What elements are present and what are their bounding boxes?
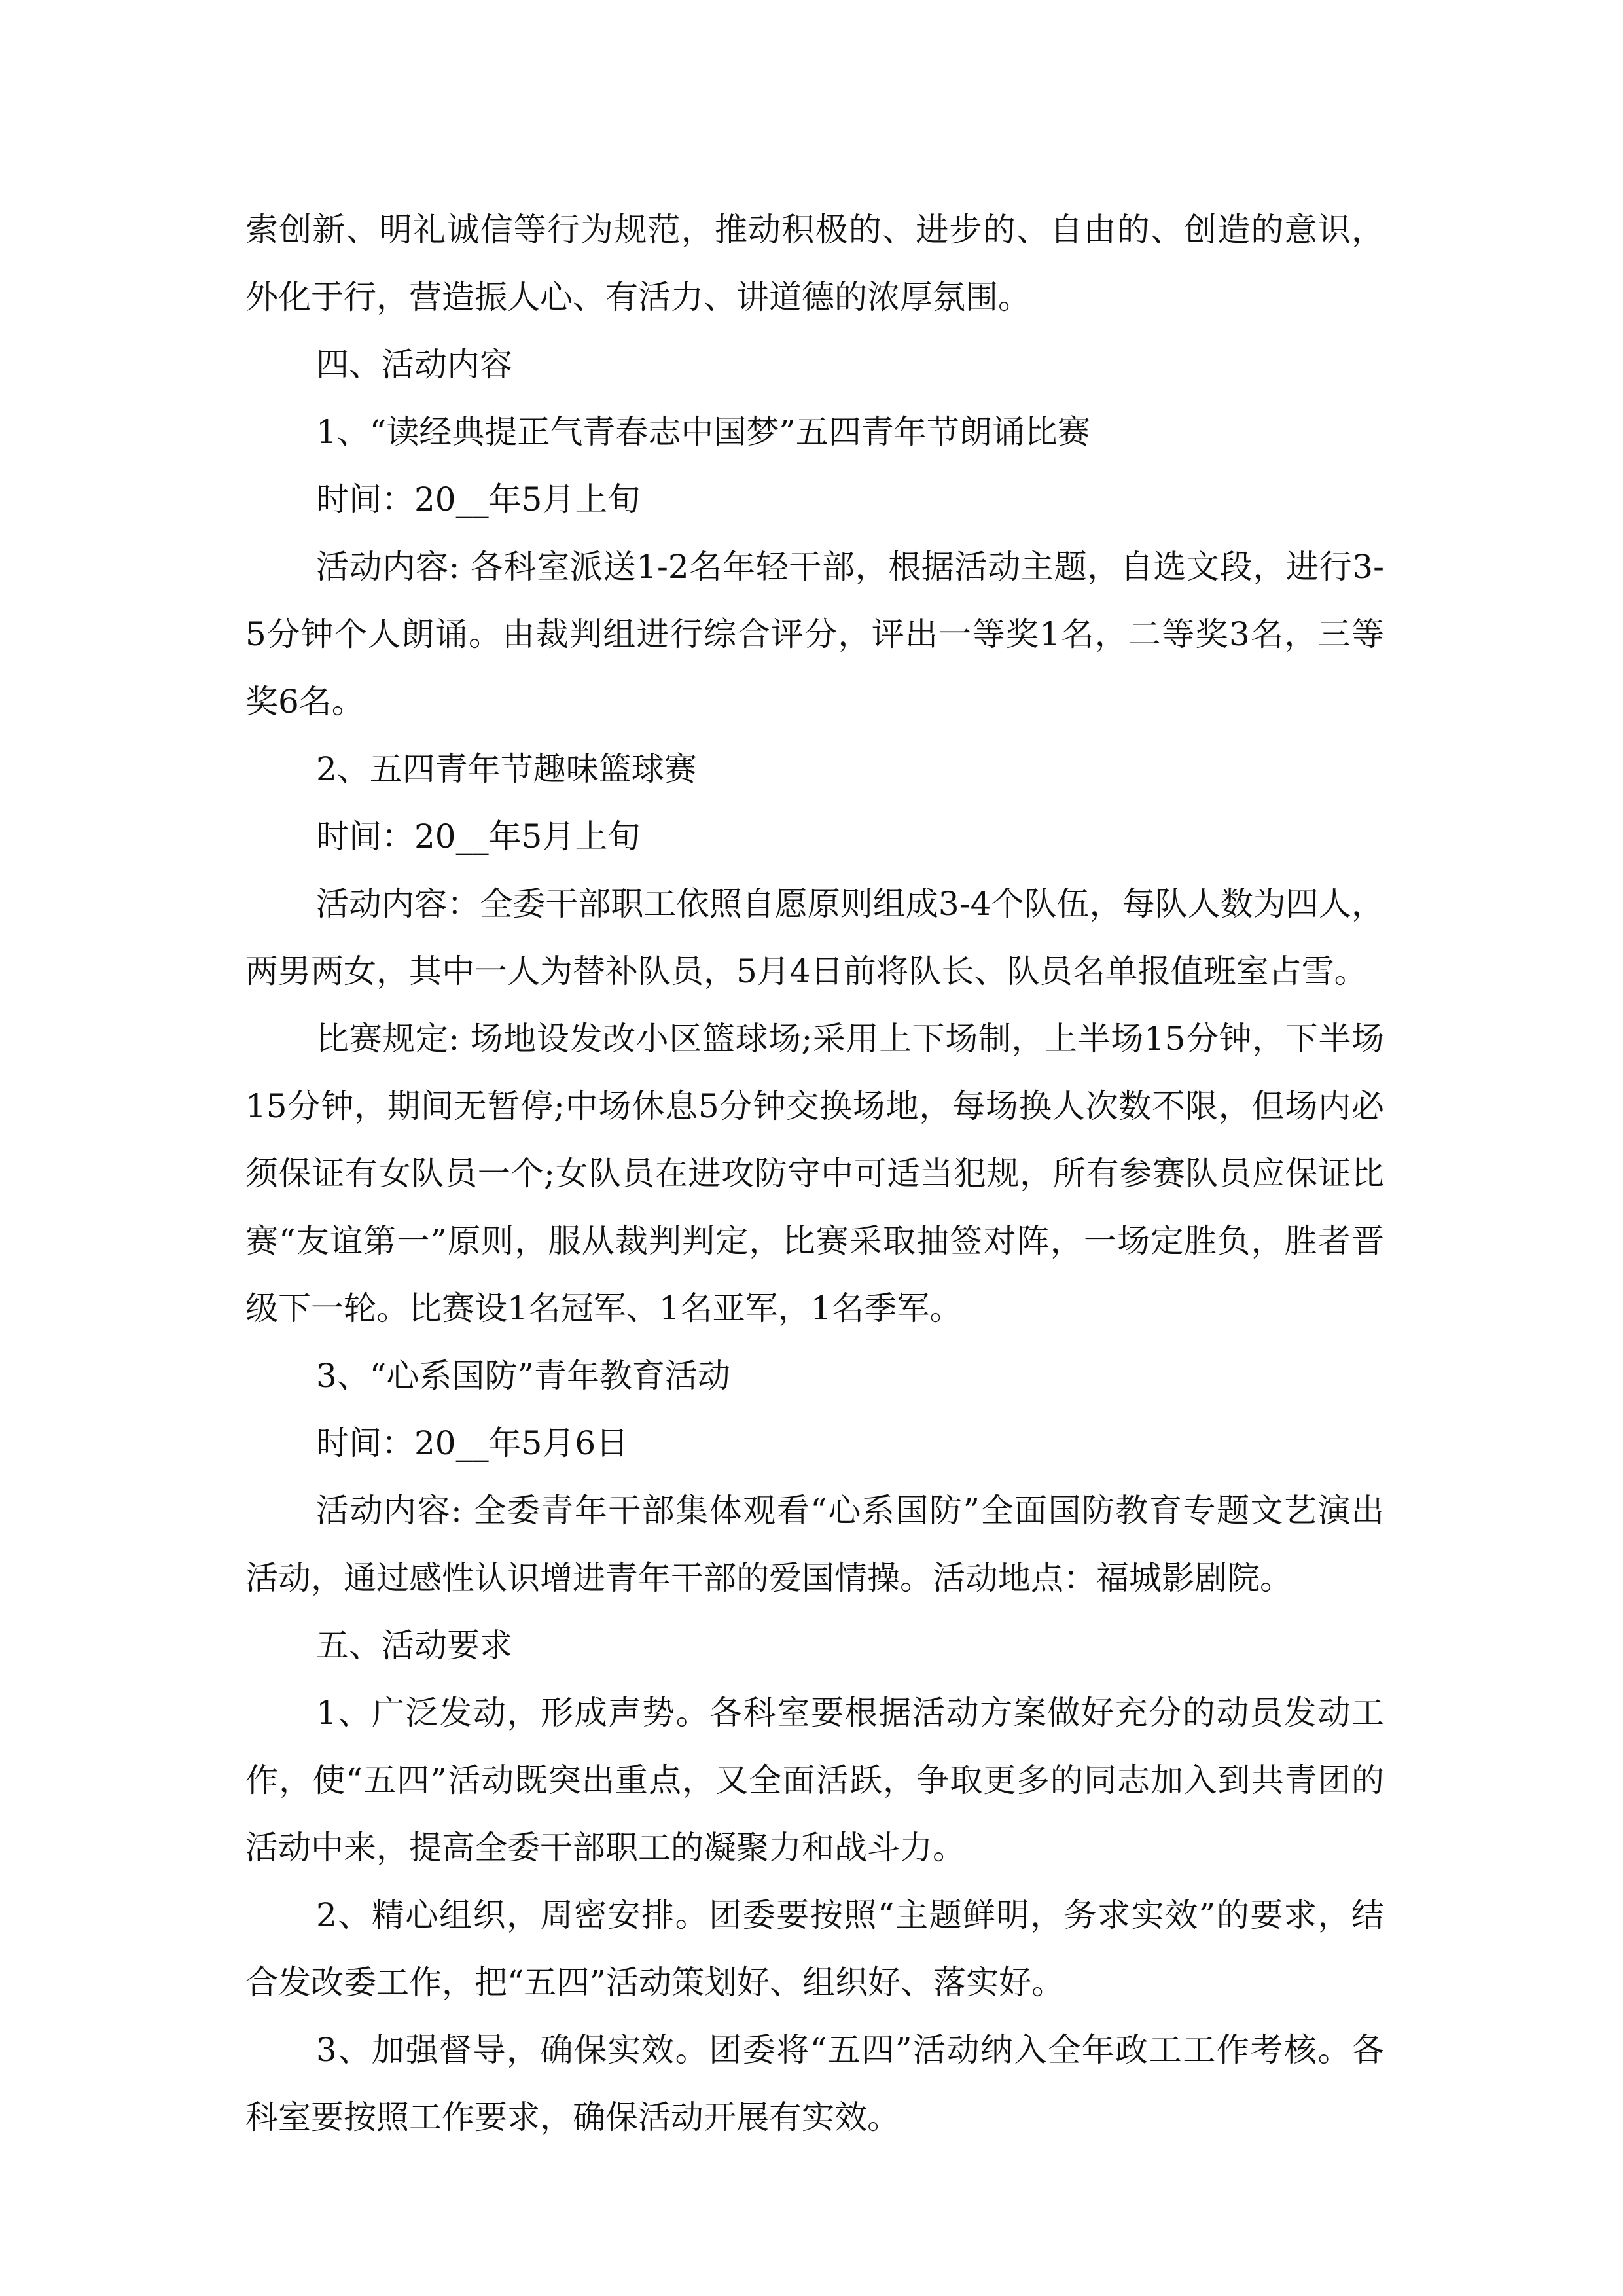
recitation-time: 时间：20__年5月上旬 xyxy=(316,480,641,518)
item-heading-basketball-game: 2、五四青年节趣味篮球赛 xyxy=(316,750,697,788)
recitation-details: 活动内容: 各科室派送1-2名年轻干部，根据活动主题，自选文段，进行3-5分钟个人朗诵。由裁判组进行综合评分，评出一等奖1名，二等奖3名，三等奖6名。 xyxy=(245,548,1384,721)
requirement-1: 1、广泛发动，形成声势。各科室要根据活动方案做好充分的动员发动工作，使“五四”活动既突出重点，又全面活跃，争取更多的同志加入到共青团的活动中来，提高全委干部职工的凝聚力和战斗力。 xyxy=(245,1694,1384,1867)
requirement-3: 3、加强督导，确保实效。团委将“五四”活动纳入全年政工工作考核。各科室要按照工作要求，确保活动开展有实效。 xyxy=(245,2031,1384,2136)
item-heading-recitation-contest: 1、“读经典提正气青春志中国梦”五四青年节朗诵比赛 xyxy=(316,413,1090,451)
item-heading-national-defense: 3、“心系国防”青年教育活动 xyxy=(316,1357,730,1395)
section-heading-activity-content: 四、活动内容 xyxy=(316,346,512,384)
national-defense-details: 活动内容: 全委青年干部集体观看“心系国防”全面国防教育专题文艺演出活动，通过感性认识增进青年干部的爱国情操。活动地点：福城影剧院。 xyxy=(245,1492,1384,1597)
national-defense-time: 时间：20__年5月6日 xyxy=(316,1424,629,1462)
document-body xyxy=(245,196,1384,2151)
paragraph-continuation: 索创新、明礼诚信等行为规范，推动积极的、进步的、自由的、创造的意识，外化于行，营造振人心、有活力、讲道德的浓厚氛围。 xyxy=(245,211,1384,316)
requirement-2: 2、精心组织，周密安排。团委要按照“主题鲜明，务求实效”的要求，结合发改委工作，把“五四”活动策划好、组织好、落实好。 xyxy=(245,1896,1384,2001)
basketball-time: 时间：20__年5月上旬 xyxy=(316,817,641,855)
section-heading-requirements: 五、活动要求 xyxy=(316,1626,512,1664)
basketball-details: 活动内容：全委干部职工依照自愿原则组成3-4个队伍，每队人数为四人，两男两女，其中一人为替补队员，5月4日前将队长、队员名单报值班室占雪。 xyxy=(245,885,1384,990)
basketball-rules: 比赛规定: 场地设发改小区篮球场;采用上下场制，上半场15分钟，下半场15分钟，期间无暂停;中场休息5分钟交换场地，每场换人次数不限，但场内必须保证有女队员一个;女队员在进攻防守中可适当犯规，所有参赛队员应保证比赛“友谊第一”原则，服从裁判判定，比赛采取抽签对阵，一场定胜负，胜者晋级下一轮。比赛设1名冠军、1名亚军，1名季军。 xyxy=(245,1020,1384,1327)
